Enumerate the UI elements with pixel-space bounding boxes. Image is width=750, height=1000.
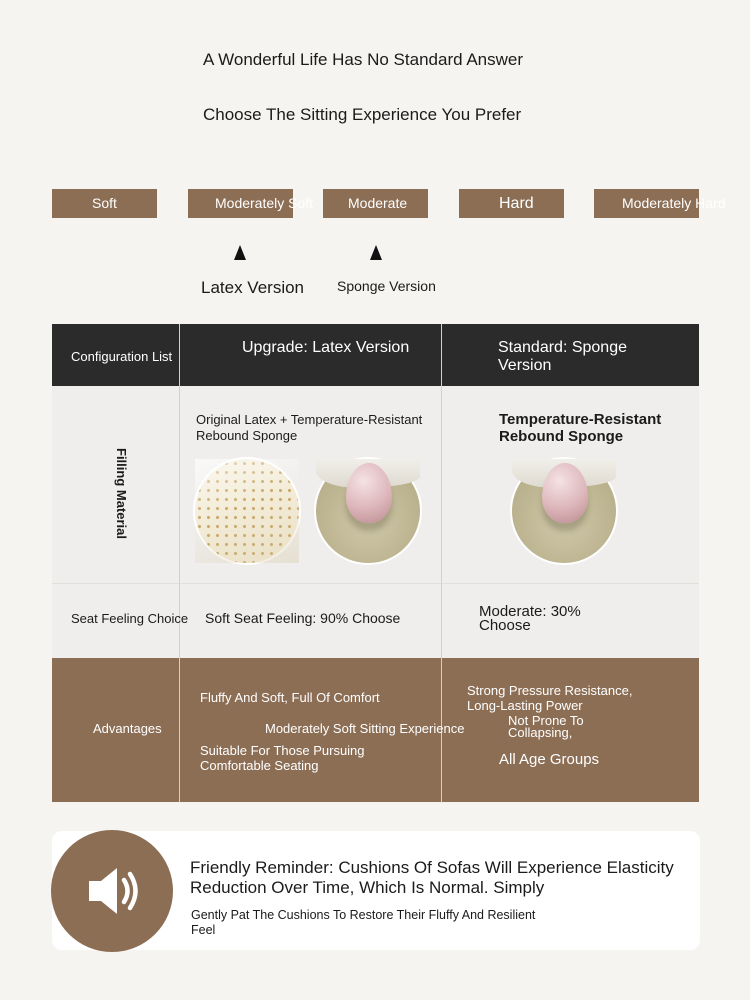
tab-hard[interactable] [459,189,564,218]
tab-moderately-soft[interactable] [188,189,314,218]
latex-advantage-1: Fluffy And Soft, Full Of Comfort [200,690,380,705]
sponge-egg-image [314,457,422,565]
sponge-advantage-3: All Age Groups [499,751,600,768]
speaker-icon [51,830,173,952]
latex-seat-feeling: Soft Seat Feeling: 90% Choose [205,610,401,626]
speaker-badge [51,830,173,952]
latex-foam-image [193,457,301,565]
standard-sponge-header: Standard: Sponge Version [498,339,627,374]
tab-moderate-label: Moderate [348,195,408,211]
filling-material-label: Filling Material [114,448,129,540]
tab-hard-label: Hard [499,195,534,212]
subheadline: Choose The Sitting Experience You Prefer [203,105,522,124]
reminder-sub-text: Gently Pat The Cushions To Restore Their Fluffy And Resilient Feel [191,908,536,937]
latex-version-label: Latex Version [201,278,305,297]
sponge-filling-text: Temperature-Resistant Rebound Sponge [499,411,662,445]
latex-advantage-2: Moderately Soft Sitting Experience [265,721,465,736]
seat-feeling-label: Seat Feeling Choice [71,611,189,626]
arrow-up-icon [370,245,382,260]
egg-shape [542,463,588,523]
sponge-advantage-1: Strong Pressure Resistance, Long-Lasting Power [467,683,633,713]
tab-soft-label: Soft [92,195,117,211]
tab-moderately-soft-label: Moderately Soft [215,195,314,211]
tab-moderately-hard[interactable] [594,189,726,218]
advantages-label: Advantages [93,721,162,736]
egg-shape [346,463,392,523]
sponge-seat-feeling: Moderate: 30% Choose [479,603,581,634]
comparison-table [52,324,699,802]
sponge-version-label: Sponge Version [337,278,436,294]
sponge-egg-image [510,457,618,565]
latex-advantage-3: Suitable For Those Pursuing Comfortable Seating [200,743,365,773]
column-divider [179,324,180,802]
arrow-up-icon [234,245,246,260]
sponge-advantage-2: Not Prone To Collapsing, [508,713,584,740]
configuration-list-header: Configuration List [71,349,173,364]
reminder-main-text: Friendly Reminder: Cushions Of Sofas Will Experience Elasticity Reduction Over Time, Which Is Normal. Simply [190,858,674,897]
tab-moderately-hard-label: Moderately Hard [622,195,726,211]
tab-soft[interactable] [52,189,157,218]
headline: A Wonderful Life Has No Standard Answer [203,50,524,69]
latex-filling-text: Original Latex + Temperature-Resistant Rebound Sponge [196,412,423,443]
upgrade-latex-header: Upgrade: Latex Version [242,339,410,356]
tab-moderate[interactable] [323,189,428,218]
